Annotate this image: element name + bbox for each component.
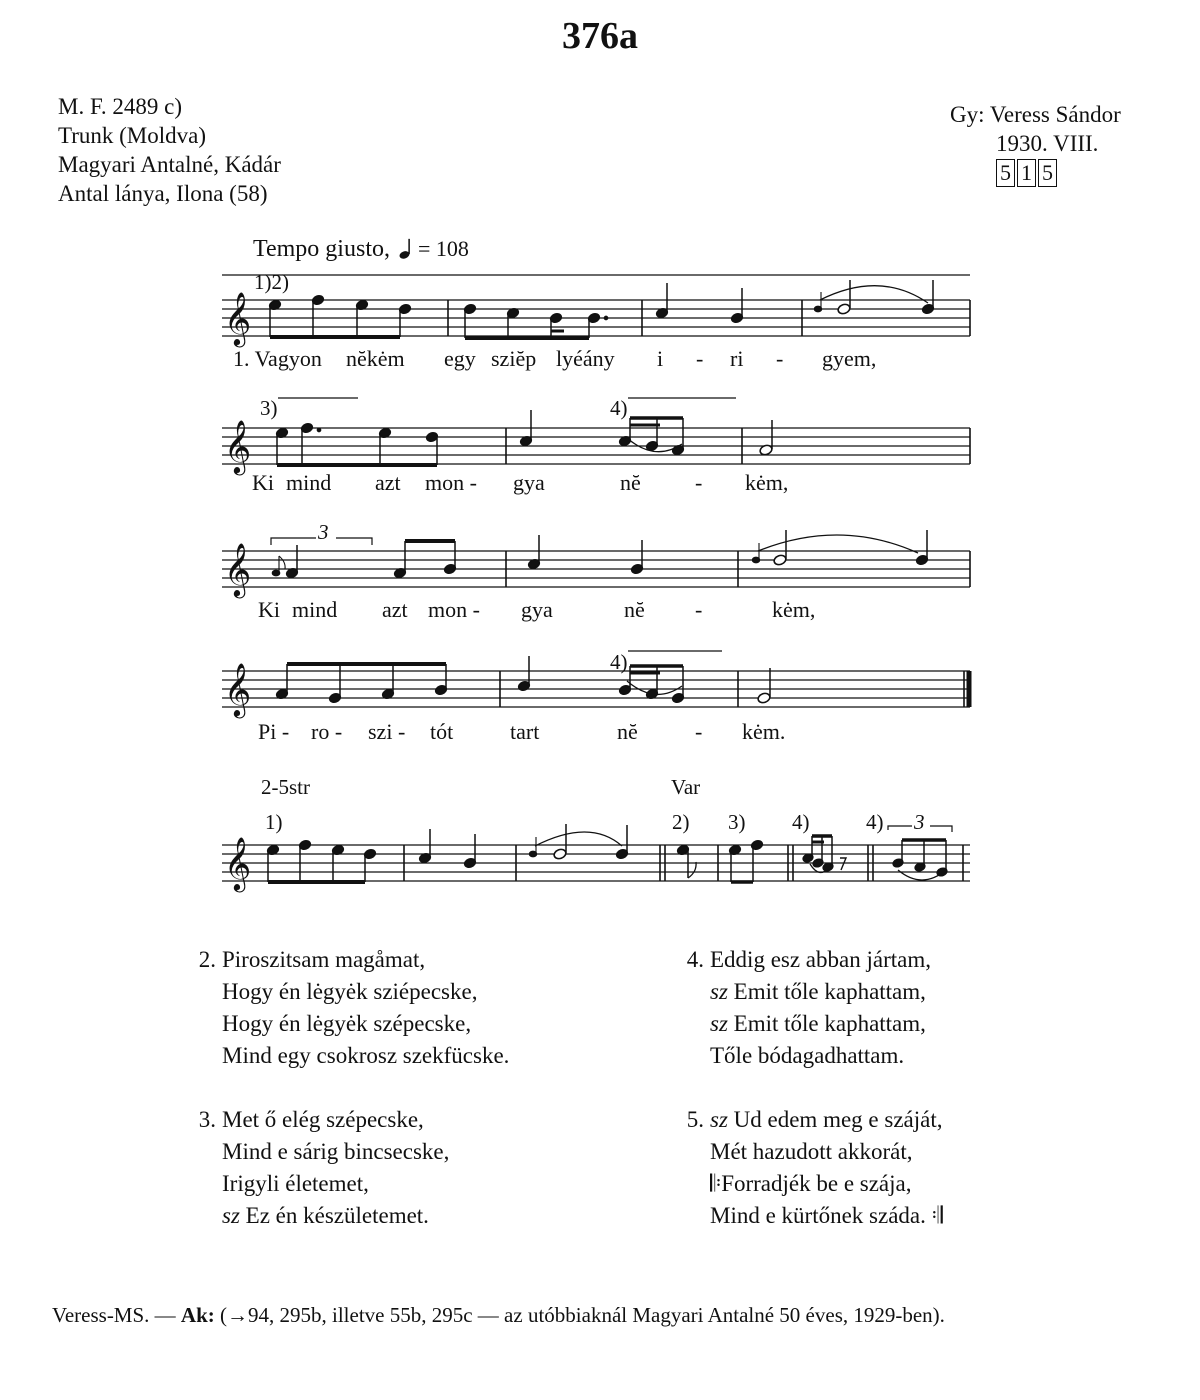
treble-clef-icon: 𝄞 xyxy=(224,419,252,473)
staff-5-notes xyxy=(266,824,947,882)
lyric-syllable: - xyxy=(696,346,704,371)
verse-line xyxy=(710,1168,943,1200)
verse-line-text: Hogy én lėgyėk sziépecske, xyxy=(222,979,478,1004)
verse-2 xyxy=(186,944,606,1084)
classification-box: 5 xyxy=(996,159,1015,187)
verse-line-prefix: sz xyxy=(222,1203,240,1228)
lyric-syllable: mon - xyxy=(428,597,480,622)
staff-2-lines xyxy=(222,428,970,464)
variant-label: Var xyxy=(671,775,701,799)
lyric-syllable: lyéány xyxy=(556,346,615,371)
lyric-syllable: - xyxy=(695,597,703,622)
verse-line xyxy=(222,944,509,976)
lyric-syllable: nĕ xyxy=(617,719,638,744)
lyric-syllable: azt xyxy=(382,597,408,622)
verse-line-text: Emit tőle kaphattam, xyxy=(733,979,926,1004)
lyric-syllable: szi - xyxy=(368,719,406,744)
footnote-marks: 1)2) xyxy=(254,270,289,294)
lyric-syllable: ro - xyxy=(311,719,343,744)
verse-line-text: Emit tőle kaphattam, xyxy=(733,1011,926,1036)
lyric-syllable: nĕ xyxy=(620,470,641,495)
verse-line xyxy=(222,1040,509,1072)
lyric-syllable: i xyxy=(657,346,664,371)
verse-line xyxy=(710,1200,943,1232)
verse-line-text: Ud edem meg e száját, xyxy=(733,1107,943,1132)
verse-line-prefix: sz xyxy=(710,979,728,1004)
lyric-syllable: - xyxy=(695,719,703,744)
verse-line xyxy=(222,1136,449,1168)
treble-clef-icon: 𝄞 xyxy=(224,662,252,716)
verse-3 xyxy=(186,1104,606,1244)
lyric-syllable: azt xyxy=(375,470,401,495)
lyric-syllable: - xyxy=(776,346,784,371)
footnote-mark: 3) xyxy=(260,396,278,420)
verse-line xyxy=(222,1008,509,1040)
verse-line-text: Mind egy csokrosz szekfücske. xyxy=(222,1043,510,1068)
lyric-syllable: gya xyxy=(521,597,553,622)
source-line: Antal lánya, Ilona (58) xyxy=(58,181,268,206)
verse-line-text: Irigyli életemet, xyxy=(222,1171,369,1196)
lyric-syllable: Pi - xyxy=(258,719,290,744)
lyric-syllable: mind xyxy=(292,597,338,622)
footnote-text: (→94, 295b, illetve 55b, 295c — az utóbbiaknál Magyari Antalné 50 éves, 1929-ben). xyxy=(220,1303,945,1327)
verse-line xyxy=(710,944,931,976)
treble-clef-icon: 𝄞 xyxy=(224,542,252,596)
repeat-start-icon: 𝄆 xyxy=(710,1171,722,1197)
classification-box: 5 xyxy=(1038,159,1057,187)
lyric-syllable: gyem, xyxy=(822,346,877,371)
source-line: Trunk (Moldva) xyxy=(58,123,207,148)
lyric-syllable: 1. Vagyon xyxy=(233,346,322,371)
verse-line xyxy=(710,1136,943,1168)
lyric-syllable: egy xyxy=(444,346,476,371)
verse-line-text: Tőle bódagadhattam. xyxy=(710,1043,905,1068)
classification-box: 1 xyxy=(1017,159,1036,187)
lyric-syllable: sziĕp xyxy=(491,346,537,371)
verse-line xyxy=(710,1104,943,1136)
footnote-mark: 3) xyxy=(728,810,746,834)
verse-line-prefix: sz xyxy=(710,1107,728,1132)
lyric-syllable: kėm, xyxy=(745,470,789,495)
triplet-mark: 3 xyxy=(318,520,329,544)
verse-line-text: Mét hazudott akkorát, xyxy=(710,1139,913,1164)
lyric-syllable: mon - xyxy=(425,470,477,495)
footnote-mark: 1) xyxy=(265,810,283,834)
footnote xyxy=(52,1303,945,1328)
lyric-syllable: ri xyxy=(730,346,744,371)
verse-line xyxy=(222,976,509,1008)
verse-number: 4. xyxy=(686,947,704,972)
song-number: 376a xyxy=(562,15,638,57)
verse-line-text: Hogy én lėgyėk szépecske, xyxy=(222,1011,472,1036)
lyric-syllable: tót xyxy=(430,719,454,744)
treble-clef-icon: 𝄞 xyxy=(224,291,252,345)
verse-number: 2. xyxy=(198,947,216,972)
source-line: M. F. 2489 c) xyxy=(58,94,183,119)
tempo-text: Tempo giusto, xyxy=(253,236,390,262)
verse-line xyxy=(222,1168,449,1200)
footnote-source: Veress-MS. — xyxy=(52,1303,176,1327)
verse-line-text: Mind e kürtőnek száda. 𝄇 xyxy=(710,1203,943,1228)
verse-4 xyxy=(674,944,1094,1084)
verse-line-text: Mind e sárig bincsecske, xyxy=(222,1139,450,1164)
footnote-mark: 4) xyxy=(866,810,884,834)
verse-line-text: Met ő elég szépecske, xyxy=(222,1107,424,1132)
verse-line xyxy=(222,1200,449,1232)
verse-line-text: Eddig esz abban jártam, xyxy=(710,947,931,972)
tempo-bpm: = 108 xyxy=(417,236,469,261)
verse-5 xyxy=(674,1104,1094,1244)
verse-line-prefix: sz xyxy=(710,1011,728,1036)
lyric-syllable: nĕ xyxy=(624,597,645,622)
lyric-syllable: mind xyxy=(286,470,332,495)
lyric-syllable: - xyxy=(695,470,703,495)
lyric-syllable: kėm. xyxy=(742,719,786,744)
verse-line xyxy=(710,1040,931,1072)
lyric-syllable: kėm, xyxy=(772,597,816,622)
treble-clef-icon: 𝄞 xyxy=(224,836,252,890)
lyric-syllable: nĕkėm xyxy=(346,346,405,371)
lyric-syllable: Ki xyxy=(258,597,280,622)
staff-3-lines xyxy=(222,551,970,587)
footnote-mark: 2) xyxy=(672,810,690,834)
staff-3-notes xyxy=(272,530,928,579)
verse-line-text: Piroszitsam magåmat, xyxy=(222,947,426,972)
verse-line xyxy=(710,976,931,1008)
strophe-label: 2-5str xyxy=(261,775,310,799)
verse-line xyxy=(222,1104,449,1136)
source-line: Magyari Antalné, Kádár xyxy=(58,152,281,177)
verse-line-text: Ez én készületemet. xyxy=(245,1203,429,1228)
lyric-syllable: gya xyxy=(513,470,545,495)
footnote-mark: 4) xyxy=(792,810,810,834)
verse-line xyxy=(710,1008,931,1040)
lyric-syllable: tart xyxy=(510,719,540,744)
lyric-syllable: Ki xyxy=(252,470,274,495)
collector-date: 1930. VIII. xyxy=(996,131,1099,156)
verse-line-text: Forradjék be e szája, xyxy=(721,1171,912,1196)
triplet-mark: 3 xyxy=(914,810,925,834)
footnote-mark: 4) xyxy=(610,650,628,674)
verse-number: 5. xyxy=(686,1107,704,1132)
collector-line: Gy: Veress Sándor xyxy=(950,102,1121,127)
footnote-mark: 4) xyxy=(610,396,628,420)
footnote-label: Ak: xyxy=(180,1303,215,1327)
verse-number: 3. xyxy=(198,1107,216,1132)
